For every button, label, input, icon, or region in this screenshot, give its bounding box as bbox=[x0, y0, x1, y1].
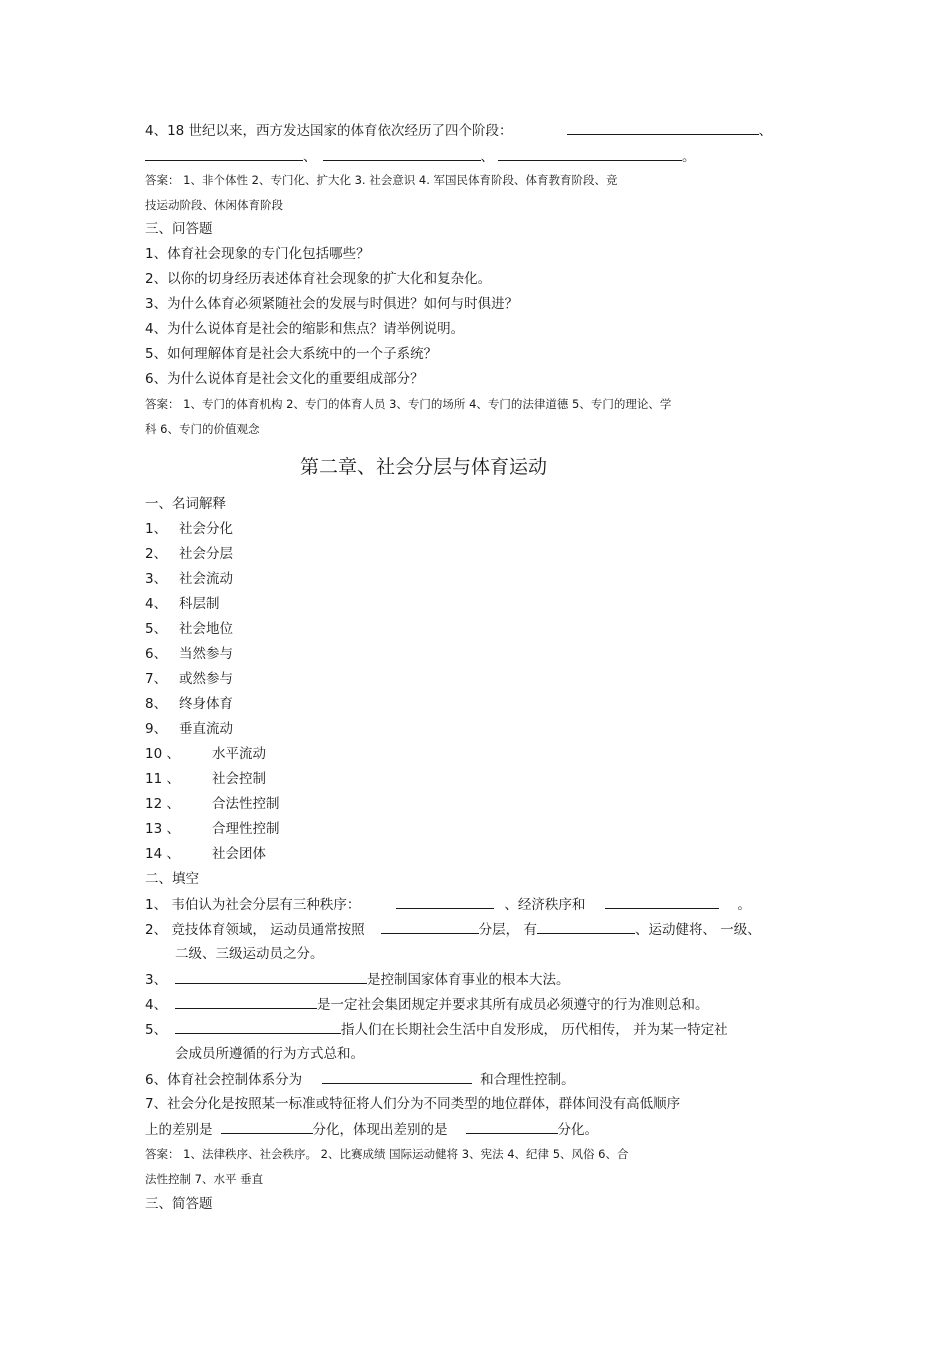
fill-item-1 bbox=[145, 895, 751, 914]
answer-blank bbox=[323, 147, 481, 161]
item-number: 12 、 bbox=[145, 796, 180, 812]
question-item: 6、为什么说体育是社会文化的重要组成部分？ bbox=[145, 371, 424, 387]
list-item bbox=[145, 795, 280, 813]
answer-blank bbox=[537, 920, 635, 934]
list-item bbox=[145, 745, 266, 763]
list-item bbox=[145, 595, 220, 613]
answer-line: 答案： 1、专门的体育机构 2、专门的体育人员 3、专门的场所 4、专门的法律道德 5、专门的理论、学 bbox=[145, 397, 672, 411]
list-item bbox=[145, 695, 233, 713]
separator: 、 bbox=[480, 149, 494, 165]
item-number: 14 、 bbox=[145, 846, 180, 862]
answer-line: 科 6、专门的价值观念 bbox=[145, 422, 260, 436]
fill-text: 、经济秩序和 bbox=[504, 897, 586, 913]
fill-text: 上的差别是 bbox=[145, 1122, 213, 1138]
fill-item-5 bbox=[145, 1020, 728, 1039]
list-item bbox=[145, 620, 233, 638]
term-text: 科层制 bbox=[179, 596, 220, 612]
chapter-title: 第二章、社会分层与体育运动 bbox=[300, 456, 548, 478]
answer-blank bbox=[498, 147, 682, 161]
question-4-text: 4、18 世纪以来，西方发达国家的体育依次经历了四个阶段： bbox=[145, 123, 513, 139]
fill-text: 2、 竞技体育领域， 运动员通常按照 bbox=[145, 922, 365, 938]
separator: 、 bbox=[303, 149, 317, 165]
answer-line: 法性控制 7、水平 垂直 bbox=[145, 1172, 264, 1186]
fill-text: 6、体育社会控制体系分为 bbox=[145, 1072, 303, 1088]
answer-blank bbox=[175, 970, 367, 984]
term-text: 社会流动 bbox=[179, 571, 233, 587]
item-number: 10 、 bbox=[145, 746, 180, 762]
separator: 、 bbox=[758, 123, 773, 139]
answer-blank bbox=[567, 121, 759, 135]
answer-line: 答案： 1、法律秩序、社会秩序。 2、比赛成绩 国际运动健将 3、宪法 4、纪律 5、风俗 6、合 bbox=[145, 1147, 629, 1161]
fill-text: 分化。 bbox=[557, 1122, 598, 1138]
item-number: 8、 bbox=[145, 696, 168, 712]
item-number: 6、 bbox=[145, 646, 168, 662]
term-text: 终身体育 bbox=[179, 696, 233, 712]
fill-text: 1、 韦伯认为社会分层有三种秩序： bbox=[145, 897, 361, 913]
item-number: 3、 bbox=[145, 571, 168, 587]
item-number: 7、 bbox=[145, 671, 168, 687]
fill-text: 指人们在长期社会生活中自发形成， 历代相传， 并为某一特定社 bbox=[341, 1022, 728, 1038]
term-text: 水平流动 bbox=[212, 746, 266, 762]
answer-blank bbox=[381, 920, 479, 934]
section-heading: 三、问答题 bbox=[145, 221, 213, 237]
question-4 bbox=[145, 121, 772, 140]
question-item: 3、为什么体育必须紧随社会的发展与时俱进？如何与时俱进？ bbox=[145, 296, 519, 312]
term-text: 合法性控制 bbox=[212, 796, 280, 812]
fill-text: 、运动健将、 一级、 bbox=[634, 922, 761, 938]
item-number: 13 、 bbox=[145, 821, 180, 837]
term-text: 垂直流动 bbox=[179, 721, 233, 737]
list-item bbox=[145, 820, 280, 838]
item-number: 1、 bbox=[145, 521, 168, 537]
fill-item-7: 7、社会分化是按照某一标准或特征将人们分为不同类型的地位群体，群体间没有高低顺序 bbox=[145, 1096, 681, 1112]
question-item: 2、以你的切身经历表述体育社会现象的扩大化和复杂化。 bbox=[145, 271, 492, 287]
list-item bbox=[145, 570, 233, 588]
list-item bbox=[145, 645, 233, 663]
fill-text: 和合理性控制。 bbox=[480, 1072, 575, 1088]
list-item bbox=[145, 520, 233, 538]
item-number: 4、 bbox=[145, 596, 168, 612]
period: 。 bbox=[682, 149, 696, 165]
item-number: 5、 bbox=[145, 1022, 168, 1038]
answer-blank bbox=[221, 1120, 313, 1134]
item-number: 3、 bbox=[145, 972, 168, 988]
fill-text: 是一定社会集团规定并要求其所有成员必须遵守的行为准则总和。 bbox=[317, 997, 709, 1013]
fill-item-7-cont bbox=[145, 1120, 598, 1139]
term-text: 社会地位 bbox=[179, 621, 233, 637]
fill-text: 分化，体现出差别的是 bbox=[312, 1122, 448, 1138]
question-item: 4、为什么说体育是社会的缩影和焦点？请举例说明。 bbox=[145, 321, 465, 337]
fill-text: 。 bbox=[737, 897, 751, 913]
term-text: 社会分化 bbox=[179, 521, 233, 537]
section-heading: 一、名词解释 bbox=[145, 496, 226, 512]
item-number: 4、 bbox=[145, 997, 168, 1013]
answer-blank bbox=[322, 1070, 472, 1084]
question-item: 1、体育社会现象的专门化包括哪些？ bbox=[145, 246, 370, 262]
answer-blank bbox=[466, 1120, 558, 1134]
item-number: 11 、 bbox=[145, 771, 180, 787]
answer-line: 答案： 1、非个体性 2、专门化、扩大化 3. 社会意识 4. 军国民体育阶段、体育教育阶段、竞 bbox=[145, 173, 618, 187]
fill-item-5-cont: 会成员所遵循的行为方式总和。 bbox=[175, 1046, 364, 1062]
list-item bbox=[145, 670, 233, 688]
answer-blank bbox=[396, 895, 494, 909]
list-item bbox=[145, 845, 266, 863]
answer-blank bbox=[145, 147, 303, 161]
answer-blank bbox=[175, 995, 317, 1009]
term-text: 社会团体 bbox=[212, 846, 266, 862]
answer-line: 技运动阶段、休闲体育阶段 bbox=[145, 198, 283, 212]
question-4-blanks bbox=[145, 147, 696, 166]
section-heading: 二、填空 bbox=[145, 871, 199, 887]
term-text: 社会分层 bbox=[179, 546, 233, 562]
item-number: 9、 bbox=[145, 721, 168, 737]
list-item bbox=[145, 720, 233, 738]
item-number: 2、 bbox=[145, 546, 168, 562]
list-item bbox=[145, 770, 266, 788]
fill-item-4 bbox=[145, 995, 709, 1014]
term-text: 或然参与 bbox=[179, 671, 233, 687]
answer-blank bbox=[175, 1020, 341, 1034]
list-item bbox=[145, 545, 233, 563]
answer-blank bbox=[605, 895, 719, 909]
section-heading: 三、简答题 bbox=[145, 1196, 213, 1212]
question-item: 5、如何理解体育是社会大系统中的一个子系统？ bbox=[145, 346, 438, 362]
fill-text: 分层， 有 bbox=[478, 922, 537, 938]
fill-item-6 bbox=[145, 1070, 575, 1089]
term-text: 当然参与 bbox=[179, 646, 233, 662]
fill-item-2-cont: 二级、三级运动员之分。 bbox=[175, 946, 324, 962]
term-text: 合理性控制 bbox=[212, 821, 280, 837]
term-text: 社会控制 bbox=[212, 771, 266, 787]
item-number: 5、 bbox=[145, 621, 168, 637]
fill-text: 是控制国家体育事业的根本大法。 bbox=[367, 972, 570, 988]
fill-item-2 bbox=[145, 920, 761, 939]
fill-item-3 bbox=[145, 970, 570, 989]
